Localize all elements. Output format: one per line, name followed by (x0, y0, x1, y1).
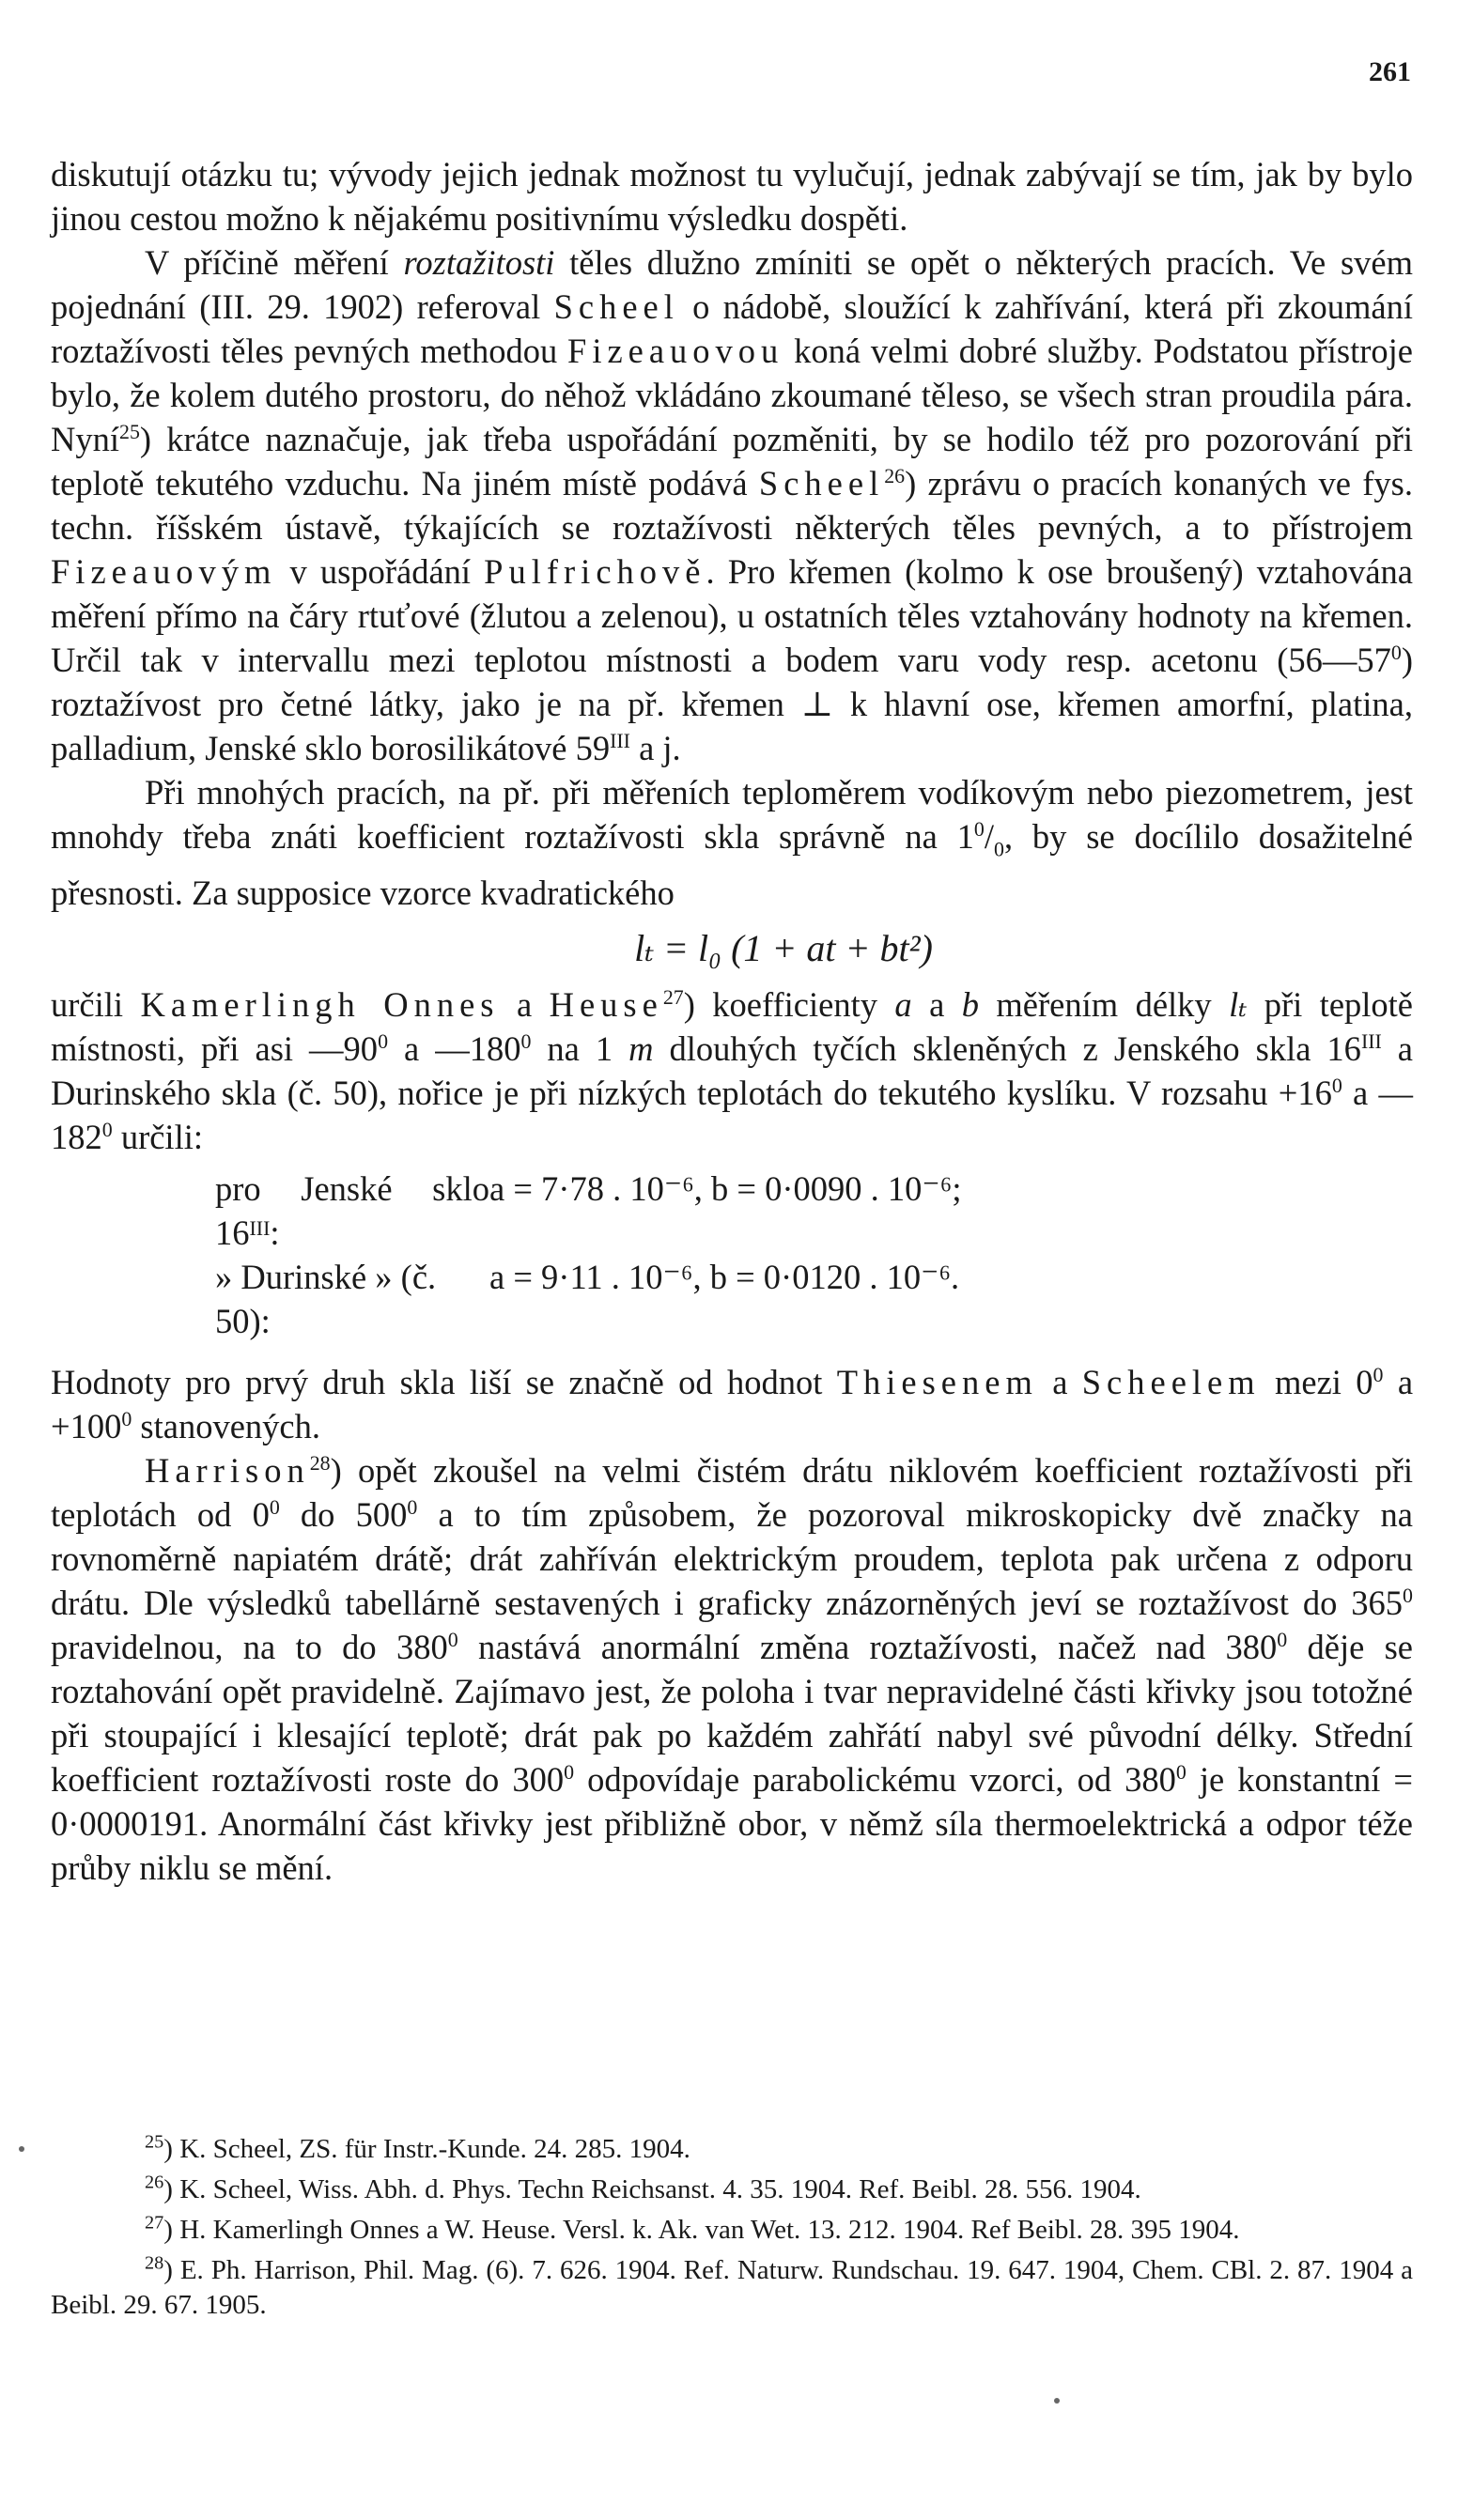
paragraph-1: diskutují otázku tu; vývody jejich jednak možnost tu vylučují, jednak zabývají se tím, jak by bylo jinou cestou možno k nějakému positivnímu výsledku dospěti. (51, 155, 1413, 238)
footnote: $^{28}$) E. Ph. Harrison, Phil. Mag. (6). 7. 626. 1904. Ref. Naturw. Rundschau. 19. 647. 1904, Chem. CBl. 2. 87. 1904 a Beibl. 29. 67. 1905. (51, 2252, 1413, 2320)
value-text: a = 9·11 . 10⁻⁶, b = 0·0120 . 10⁻⁶. (489, 1258, 960, 1297)
body-text (51, 152, 1413, 1890)
value-label: pro Jenské sklo 16ᴵᴵᴵ: (215, 1169, 489, 1253)
print-speck (1054, 2398, 1060, 2404)
paragraph-2: V příčině měření roztažitosti těles dlužno zmíniti se opět o některých pracích. Ve svém pojednání (III. 29. 1902) referoval Scheel o nádobě, sloužící k zahřívání, která při zkoumání roztažívosti těles pevných methodou Fizeauovou koná velmi dobré služby. Podstatou přístroje bylo, že kolem dutého prostoru, do něhož vkládáno zkoumané těleso, se všech stran proudila pára. Nyní$^{25}$) krátce naznačuje, jak třeba uspořádání pozměniti, by se hodilo též pro pozorování při teplotě tekutého vzduchu. Na jiném místě podává Scheel$^{26}$) zprávu o pracích konaných ve fys. techn. říšském ústavě, týkajících se roztažívosti některých těles pevných, a to přístrojem Fizeauovým v uspořádání Pulfrichově. Pro křemen (kolmo k ose broušený) vztahována měření přímo na čáry rtuťové (žlutou a zelenou), u ostatních těles vztahovány hodnoty na křemen. Určil tak v intervallu mezi teplotou místnosti a bodem varu vody resp. acetonu $(56—57^0)$ roztažívost pro četné látky, jako je na př. křemen ⊥ k hlavní ose, křemen amorfní, platina, palladium, Jenské sklo borosilikátové $59^{III}$ a j. (51, 243, 1414, 767)
paragraph-4: určili Kamerlingh Onnes a Heuse$^{27}$) koefficienty a a b měřením délky lₜ při teplotě místnosti, při asi $—90^0$ a $—180^0$ na 1 m dlouhých tyčích skleněných z Jenského skla $16^{III}$ a Durinského skla (č. 50), nořice je při nízkých teplotách do tekutého kyslíku. V rozsahu $+16^0$ a $—182^0$ určili: (51, 985, 1414, 1157)
footnote: $^{25}$) K. Scheel, ZS. für Instr.-Kunde. 24. 285. 1904. (145, 2131, 690, 2164)
coefficient-values (51, 1167, 1413, 1343)
page-number: 261 (1369, 56, 1411, 87)
value-label: » Durinské » (č. 50): (215, 1258, 437, 1341)
footnote: $^{27}$) H. Kamerlingh Onnes a W. Heuse. Versl. k. Ak. van Wet. 13. 212. 1904. Ref Beibl. 28. 395 1904. (145, 2212, 1240, 2245)
equation: lₜ = l₀ (1 + at + bt²) (634, 927, 933, 970)
paragraph-5: Hodnoty pro prvý druh skla liší se značně od hodnot Thiesenem a Scheelem mezi $0^0$ $a +100^0$ stanovených. (51, 1363, 1414, 1446)
value-text: a = 7·78 . 10⁻⁶, b = 0·0090 . 10⁻⁶; (489, 1169, 962, 1209)
print-speck (19, 2146, 24, 2152)
value-row (51, 1255, 1413, 1343)
footnotes (51, 2132, 1413, 2328)
paragraph-6: Harrison$^{28}$) opět zkoušel na velmi čistém drátu niklovém koefficient roztažívosti při teplotách od $0^0$ do $500^0$ a to tím způsobem, že pozoroval mikroskopicky dvě značky na rovnoměrně napiatém drátě; drát zahříván elektrickým proudem, teplota pak určena z odporu drátu. Dle výsledků tabellárně sestavených i graficky znázorněných jeví se roztažívost do $365^0$ pravidelnou, na to do $380^0$ nastává anormální změna roztažívosti, načež nad $380^0$ děje se roztahování opět pravidelně. Zajímavo jest, že poloha i tvar nepravidelné části křivky jsou totožné při stoupající i klesající teplotě; drát pak po každém zahřátí nabyl své původní délky. Střední koefficient roztažívosti roste do $300^0$ odpovídaje parabolickému vzorci, od $380^0$ je konstantní = 0·0000191. Anormální část křivky jest přibližně obor, v němž síla thermoelektrická a odpor téže průby niklu se mění. (51, 1451, 1414, 1888)
footnote: $^{26}$) K. Scheel, Wiss. Abh. d. Phys. Techn Reichsanst. 4. 35. 1904. Ref. Beibl. 28. 556. 1904. (145, 2172, 1141, 2204)
paragraph-3: Při mnohých pracích, na př. při měřeních teploměrem vodíkovým nebo piezometrem, jest mnohdy třeba znáti koefficient roztažívosti skla správně na $1^0/_0$, by se docílilo dosažitelné přesnosti. Za supposice vzorce kvadratického (51, 773, 1413, 913)
value-row (51, 1167, 1413, 1255)
